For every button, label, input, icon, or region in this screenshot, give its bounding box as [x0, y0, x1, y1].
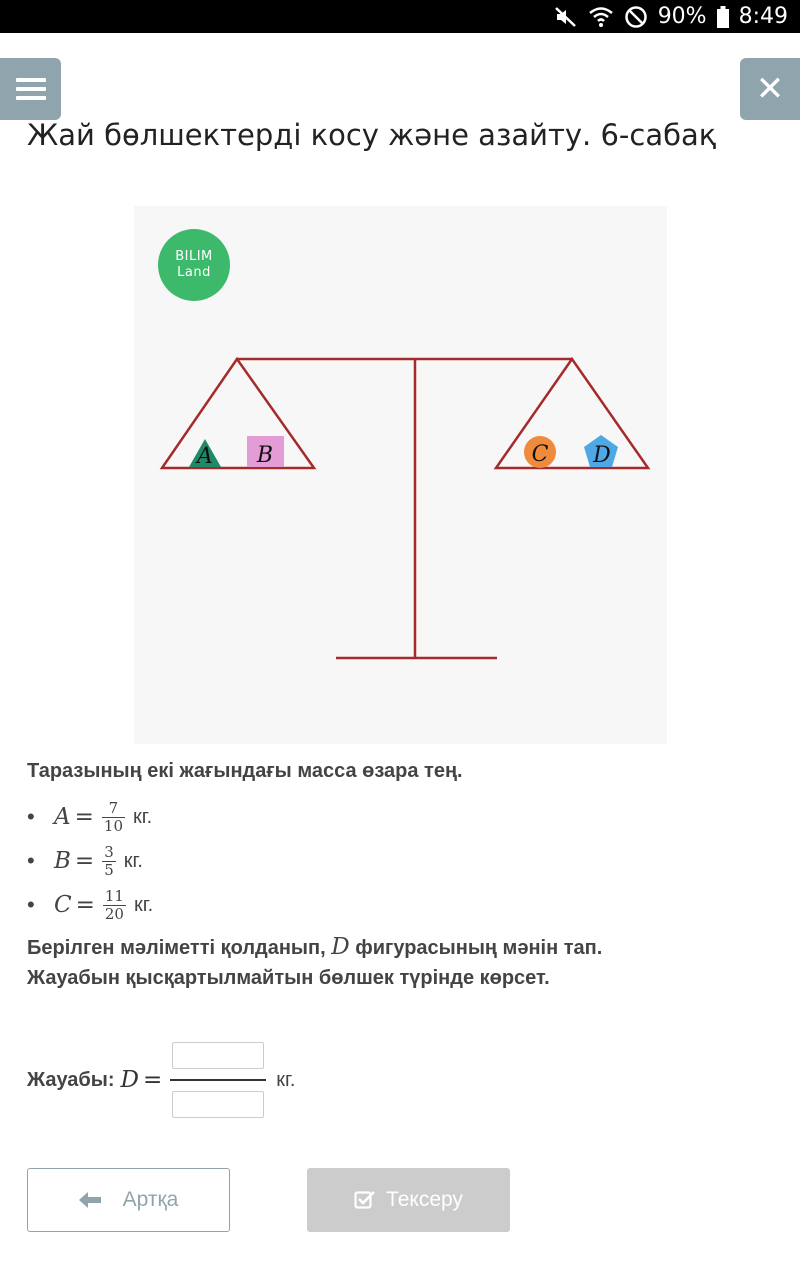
left-pan: [162, 359, 314, 468]
status-bar: [0, 0, 800, 33]
clock: 8:49: [738, 4, 788, 29]
mute-icon: [554, 6, 578, 28]
fraction-a: $\frac{7}{10}$: [103, 798, 123, 835]
balance-scale-figure: [134, 206, 667, 744]
answer-row: [27, 1045, 295, 1115]
wifi-icon: [588, 6, 614, 28]
numerator-input[interactable]: [172, 1042, 264, 1069]
bullet: •: [27, 848, 35, 873]
answer-label: Жауабы:: [27, 1068, 115, 1091]
equals-sign: =: [75, 892, 95, 918]
variable-b: B: [54, 848, 71, 874]
arrow-left-icon: [79, 1191, 101, 1209]
unit-label: кг.: [133, 805, 153, 828]
check-square-icon: [354, 1190, 376, 1210]
denominator-input[interactable]: [172, 1091, 264, 1118]
fraction-c: $\frac{11}{20}$: [104, 886, 124, 923]
bullet: •: [27, 892, 35, 917]
equals-sign: =: [142, 1067, 163, 1093]
bullet: •: [27, 804, 35, 829]
close-button[interactable]: [740, 58, 800, 120]
page-title: Жай бөлшектерді косу және азайту. 6-сабақ: [27, 118, 717, 152]
label-c: C: [531, 442, 549, 467]
battery-percent: 90%: [657, 4, 707, 29]
unit-label: кг.: [133, 893, 154, 916]
list-item: [27, 883, 153, 927]
back-button-label: Артқа: [122, 1188, 179, 1211]
equals-sign: =: [74, 804, 94, 830]
label-d: D: [593, 443, 611, 468]
list-item: [27, 795, 153, 839]
variable-d: D: [331, 934, 350, 960]
unit-label: кг.: [123, 849, 143, 872]
answer-variable: D: [120, 1067, 139, 1093]
back-button[interactable]: [27, 1168, 230, 1232]
answer-fraction: [170, 1042, 266, 1118]
check-button-label: Тексеру: [386, 1188, 463, 1211]
hamburger-icon: [16, 77, 46, 101]
menu-button[interactable]: [0, 58, 61, 120]
fraction-b: $\frac{3}{5}$: [104, 842, 114, 879]
label-b: B: [256, 443, 274, 468]
check-button[interactable]: [307, 1168, 510, 1232]
close-icon: ✕: [755, 69, 785, 109]
problem-statement: Таразының екі жағындағы масса өзара тең.: [27, 760, 463, 782]
variable-a: A: [54, 804, 71, 830]
fraction-bar: [170, 1079, 266, 1081]
do-not-disturb-icon: [624, 5, 648, 29]
scale-drawing: [134, 206, 667, 744]
bilimland-logo: BILIM Land: [158, 229, 230, 301]
label-a: A: [197, 444, 213, 469]
equals-sign: =: [74, 848, 95, 874]
variable-c: C: [54, 892, 72, 918]
right-pan: [496, 359, 648, 468]
question-text: Берілген мәліметті қолданып, D фигурасының мәнін тап. Жауабын қысқартылмайтын бөлшек түрінде көрсет.: [27, 934, 603, 989]
battery-icon: [717, 6, 729, 28]
unit-label: кг.: [276, 1068, 296, 1091]
given-values-list: [27, 795, 153, 927]
list-item: [27, 839, 153, 883]
